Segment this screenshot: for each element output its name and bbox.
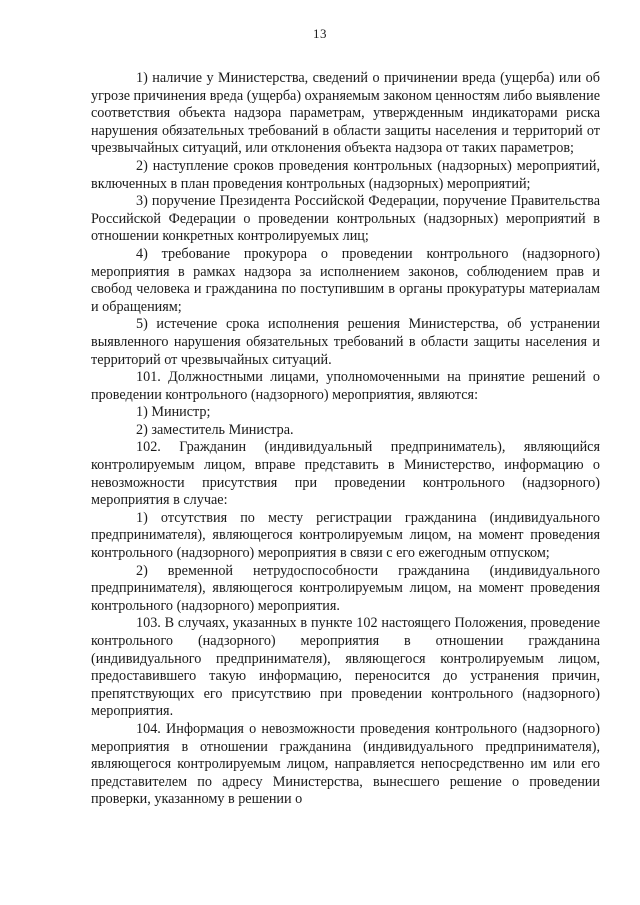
paragraph-104: 104. Информация о невозможности проведения контрольного (надзорного) мероприятия в отношении гражданина (индивидуального предпринимателя), являющегося контролируемым лицом, направляется непосредственно им или его представителем по адресу Министерства, вынесшего решение о проведении проверки, указанному в решении о (91, 720, 600, 808)
paragraph-102-item-2: 2) временной нетрудоспособности гражданина (индивидуального предпринимателя), являющегося контролируемым лицом, на момент проведения контрольного (надзорного) мероприятия. (91, 562, 600, 614)
page-number: 13 (313, 26, 327, 41)
paragraph-101-item-1: 1) Министр; (136, 404, 211, 421)
paragraph-102: 102. Гражданин (индивидуальный предприниматель), являющийся контролируемым лицом, вправе представить в Министерство, информацию о невозможности присутствия при проведении контрольного (надзорного) мероприятия в случае: (91, 439, 600, 509)
paragraph-item-2: 2) наступление сроков проведения контрольных (надзорных) мероприятий, включенных в план проведения контрольных (надзорных) мероприятий; (91, 157, 600, 192)
paragraph-item-3: 3) поручение Президента Российской Федерации, поручение Правительства Российской Федерации о проведении контрольных (надзорных) мероприятий в отношении конкретных контролируемых лиц; (91, 193, 600, 245)
paragraph-103: 103. В случаях, указанных в пункте 102 настоящего Положения, проведение контрольного (надзорного) мероприятия в отношении гражданина (индивидуального предпринимателя), являющегося контролируемым лицом, предоставившего такую информацию, переносится до устранения причин, препятствующих его присутствию при проведении контрольного (надзорного) мероприятия. (91, 615, 600, 720)
paragraph-item-1: 1) наличие у Министерства, сведений о причинении вреда (ущерба) или об угрозе причинения вреда (ущерба) охраняемым законом ценностям либо выявление соответствия объекта надзора параметрам, утвержденным индикаторами риска нарушения обязательных требований в области защиты населения и территорий от чрезвычайных ситуаций, или отклонения объекта надзора от таких параметров; (91, 70, 600, 157)
paragraph-102-item-1: 1) отсутствия по месту регистрации гражданина (индивидуального предпринимателя), являющегося контролируемым лицом, на момент проведения контрольного (надзорного) мероприятия в связи с его ежегодным отпуском; (91, 509, 600, 562)
paragraph-item-5: 5) истечение срока исполнения решения Министерства, об устранении выявленного нарушения обязательных требований в области защиты населения и территорий от чрезвычайных ситуаций. (91, 316, 600, 368)
paragraph-101: 101. Должностными лицами, уполномоченными на принятие решений о проведении контрольного (надзорного) мероприятия, являются: (91, 369, 600, 403)
paragraph-item-4: 4) требование прокурора о проведении контрольного (надзорного) мероприятия в рамках надзора за исполнением законов, соблюдением прав и свобод человека и гражданина по поступившим в органы прокуратуры материалам и обращениям; (91, 245, 600, 315)
paragraph-101-item-2: 2) заместитель Министра. (136, 421, 294, 438)
document-body (91, 70, 600, 809)
